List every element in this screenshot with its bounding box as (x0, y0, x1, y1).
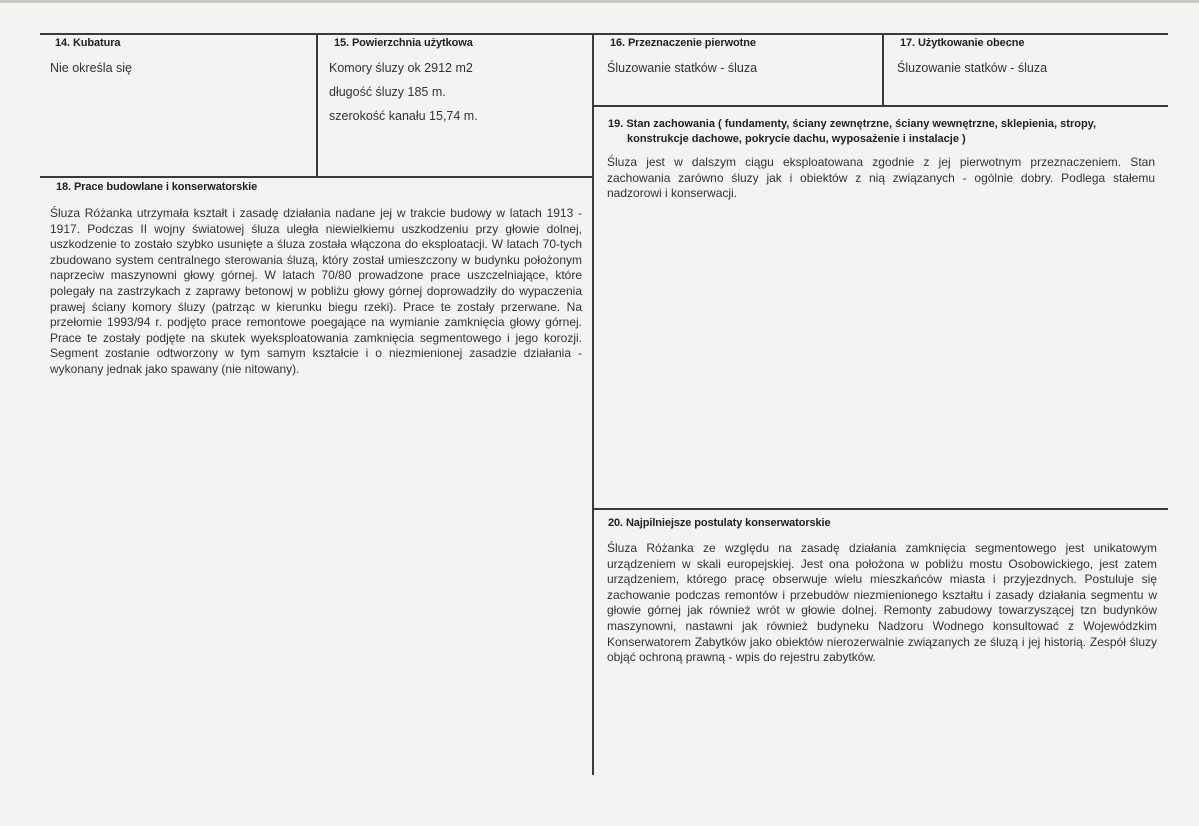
postulaty-label: 20. Najpilniejsze postulaty konserwatorskie (608, 517, 831, 529)
grid-line-row-right-1 (592, 105, 1168, 107)
stan-label (608, 117, 1163, 147)
stan-label-line-2: konstrukcje dachowe, pokrycie dachu, wyposażenie i instalacje ) (627, 133, 966, 145)
stan-text (607, 155, 1155, 202)
prace-text (50, 206, 582, 378)
grid-line-col2 (592, 33, 594, 775)
prace-label: 18. Prace budowlane i konserwatorskie (56, 181, 258, 193)
grid-line-col3 (882, 33, 884, 105)
postulaty-paragraph: Śluza Różanka ze względu na zasadę działania zamknięcia segmentowego jest unikatowym urządzeniem w skali europejskiej. Jest ona położona w pobliżu mostu Osobowickiego, jest zatem urządzeniem, którego pracę obserwuje wielu mieszkańców miasta i przyjezdnych. Postuluje się zachowanie podczas remontów i przebudów niezmienionego kształtu i zasady działania segmentu w głowie górnej jak również wrót w głowie dolnej. Remonty zabudowy towarzyszącej tzn budynków maszynowni, nastawni jak również budyneku Nadzoru Wodnego konsultować z Wojewódzkim Konserwatorem Zabytków jako obiektów nierozerwalnie związanych ze śluzą i jej historią. Zespół śluzy objąć ochroną prawną - wpis do rejestru zabytków. (607, 541, 1157, 665)
powierzchnia-line-2: długość śluzy 185 m. (329, 85, 446, 99)
uzytkowanie-value: Śluzowanie statków - śluza (897, 61, 1048, 75)
uzytkowanie-label: 17. Użytkowanie obecne (900, 37, 1025, 49)
kubatura-value: Nie określa się (50, 61, 132, 75)
przeznaczenie-label: 16. Przeznaczenie pierwotne (610, 37, 756, 49)
grid-line-col1 (316, 33, 318, 176)
powierzchnia-line-1: Komory śluzy ok 2912 m2 (329, 61, 473, 75)
prace-paragraph: Śluza Różanka utrzymała kształt i zasadę działania nadane jej w trakcie budowy w latach 1913 - 1917. Podczas II wojny światowej śluza uległa niewielkiemu uszkodzeniu przy głowie dolnej, uszkodzenie to zostało szybko usunięte a śluza została włączona do eksploatacji. W latach 70-tych zbudowano system centralnego sterowania śluzą, który został umieszczony w budynku położonym naprzeciw maszynowni głowy górnej. W latach 70/80 prowadzone prace uszczelniające, które polegały na zastrzykach z zaprawy betonowj w pobliżu głowy górnej doprowadziły do wypaczenia prawej ściany komory śluzy (patrząc w kierunku biegu rzeki). Prace te zostały przerwane. Na przełomie 1993/94 r. podjęto prace remontowe poegające na wymianie zamknięcia głowy górnej. Prace te zostały podjęte na skutek wyeksploatowania zamknięcia segmentowego i jego korozji. Segment zostanie odtworzony w tym samym kształcie i o niezmienionej zasadzie działania - wykonany jednak jako spawany (nie nitowany). (50, 206, 582, 376)
postulaty-text (607, 541, 1157, 666)
powierzchnia-line-3: szerokość kanału 15,74 m. (329, 109, 478, 123)
stan-paragraph: Śluza jest w dalszym ciągu eksploatowana zgodnie z jej pierwotnym przeznaczeniem. Stan zachowania zarówno śluzy jak i obiektów z nią związanych - ogólnie dobry. Podlega stałemu nadzorowi i konserwacji. (607, 155, 1155, 201)
stan-label-line-1: 19. Stan zachowania ( fundamenty, ściany zewnętrzne, ściany wewnętrzne, sklepienia, stropy, (608, 118, 1097, 130)
grid-line-top (40, 33, 1168, 35)
kubatura-label: 14. Kubatura (55, 37, 121, 49)
grid-line-row-left-1 (40, 176, 593, 178)
powierzchnia-label: 15. Powierzchnia użytkowa (334, 37, 473, 49)
grid-line-row-right-2 (592, 508, 1168, 510)
przeznaczenie-value: Śluzowanie statków - śluza (607, 61, 758, 75)
sheet-edge (0, 0, 1199, 3)
